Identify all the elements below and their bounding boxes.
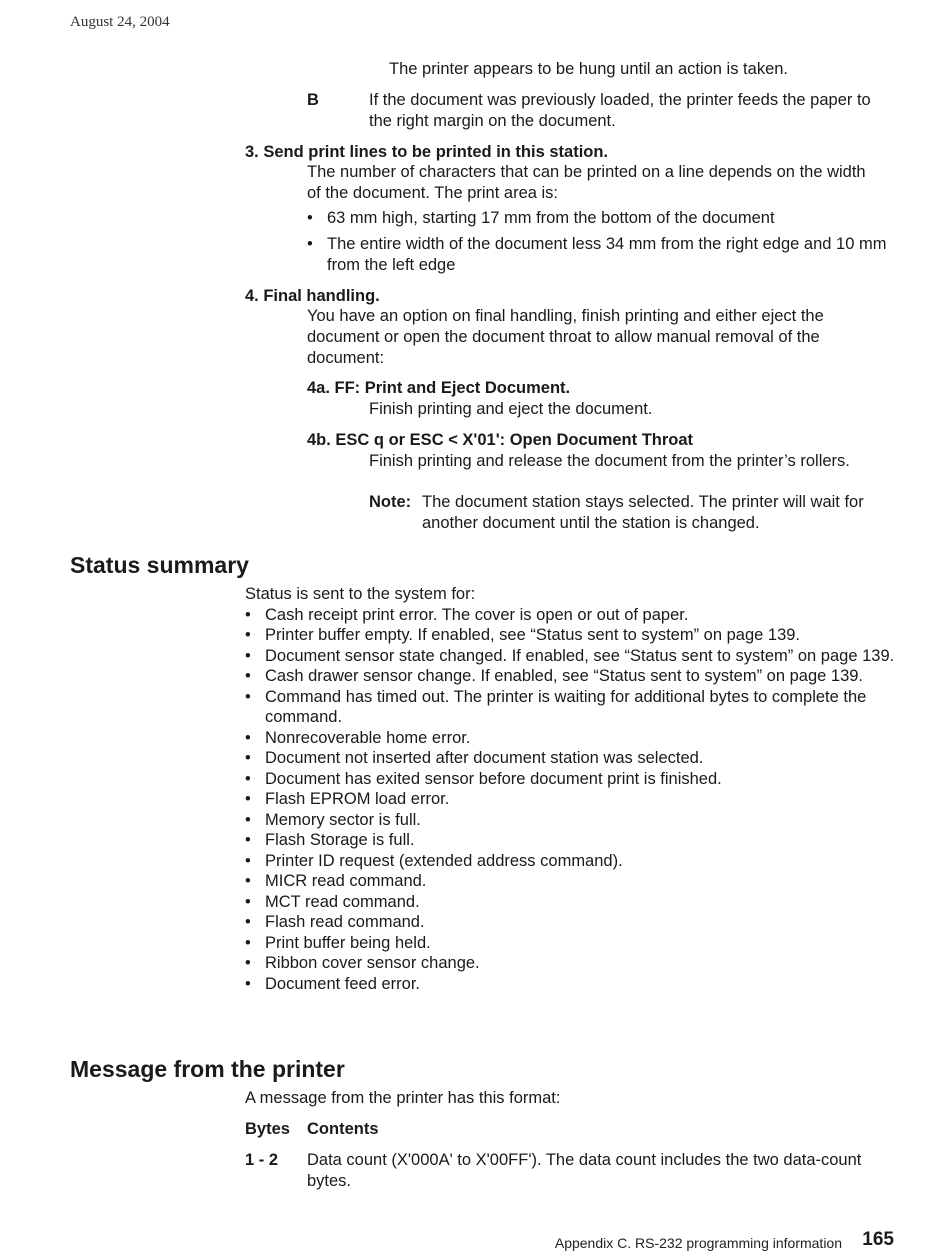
list-item: • Nonrecoverable home error. xyxy=(245,728,900,749)
page-date: August 24, 2004 xyxy=(70,14,170,30)
list-item: • Memory sector is full. xyxy=(245,810,900,831)
list-item: • Ribbon cover sensor change. xyxy=(245,953,900,974)
step4-body: You have an option on final handling, finish printing and either eject the document or open the document throat to allow manual removal of the document: xyxy=(307,307,824,367)
list-item: • Document not inserted after document station was selected. xyxy=(245,748,900,769)
list-item: • Command has timed out. The printer is waiting for additional bytes to complete the command. xyxy=(245,687,900,728)
col-header-contents: Contents xyxy=(307,1120,379,1138)
list-item: • Flash read command. xyxy=(245,912,900,933)
note-label: Note: xyxy=(369,493,412,511)
step4a-body: Finish printing and eject the document. xyxy=(369,400,653,418)
list-item: • Print buffer being held. xyxy=(245,933,900,954)
step4b-body: Finish printing and release the document from the printer’s rollers. xyxy=(369,452,850,470)
footer-section: Appendix C. RS-232 programming information xyxy=(554,1235,842,1251)
list-item: • The entire width of the document less 34 mm from the right edge and 10 mm from the left edge xyxy=(307,234,897,276)
list-item: • Printer ID request (extended address command). xyxy=(245,851,900,872)
row-bytes: 1 - 2 xyxy=(245,1151,279,1169)
step3-title: 3. Send print lines to be printed in this station. xyxy=(245,143,609,161)
status-list xyxy=(245,605,900,995)
col-header-bytes: Bytes xyxy=(245,1120,290,1138)
step4a-title: 4a. FF: Print and Eject Document. xyxy=(307,379,571,397)
list-item: • Document sensor state changed. If enabled, see “Status sent to system” on page 139. xyxy=(245,646,900,667)
step4b-title: 4b. ESC q or ESC < X'01': Open Document Throat xyxy=(307,431,694,449)
option-b-label: B xyxy=(307,91,319,109)
list-item: • Document has exited sensor before document print is finished. xyxy=(245,769,900,790)
list-item: • Cash receipt print error. The cover is open or out of paper. xyxy=(245,605,900,626)
option-b-text: If the document was previously loaded, the printer feeds the paper to the right margin on the document. xyxy=(369,91,871,130)
note-text: The document station stays selected. The printer will wait for another document until the station is changed. xyxy=(422,493,864,532)
list-item: • Flash Storage is full. xyxy=(245,830,900,851)
list-item: • Flash EPROM load error. xyxy=(245,789,900,810)
step3-body: The number of characters that can be printed on a line depends on the width of the document. The print area is: xyxy=(307,163,866,202)
list-item: • Document feed error. xyxy=(245,974,900,995)
step4-title: 4. Final handling. xyxy=(245,287,380,305)
status-summary-heading: Status summary xyxy=(70,552,249,578)
list-item: • MCT read command. xyxy=(245,892,900,913)
message-intro: A message from the printer has this format: xyxy=(245,1089,561,1107)
print-area-list xyxy=(307,208,897,281)
row-contents: Data count (X'000A' to X'00FF'). The data count includes the two data-count bytes. xyxy=(307,1151,862,1190)
list-item: • Printer buffer empty. If enabled, see “Status sent to system” on page 139. xyxy=(245,625,900,646)
message-heading: Message from the printer xyxy=(70,1056,345,1082)
list-item: • 63 mm high, starting 17 mm from the bottom of the document xyxy=(307,208,897,229)
hung-text: The printer appears to be hung until an action is taken. xyxy=(389,60,789,78)
status-summary-intro: Status is sent to the system for: xyxy=(245,585,476,603)
list-item: • MICR read command. xyxy=(245,871,900,892)
page-number: 165 xyxy=(862,1229,894,1250)
list-item: • Cash drawer sensor change. If enabled, see “Status sent to system” on page 139. xyxy=(245,666,900,687)
